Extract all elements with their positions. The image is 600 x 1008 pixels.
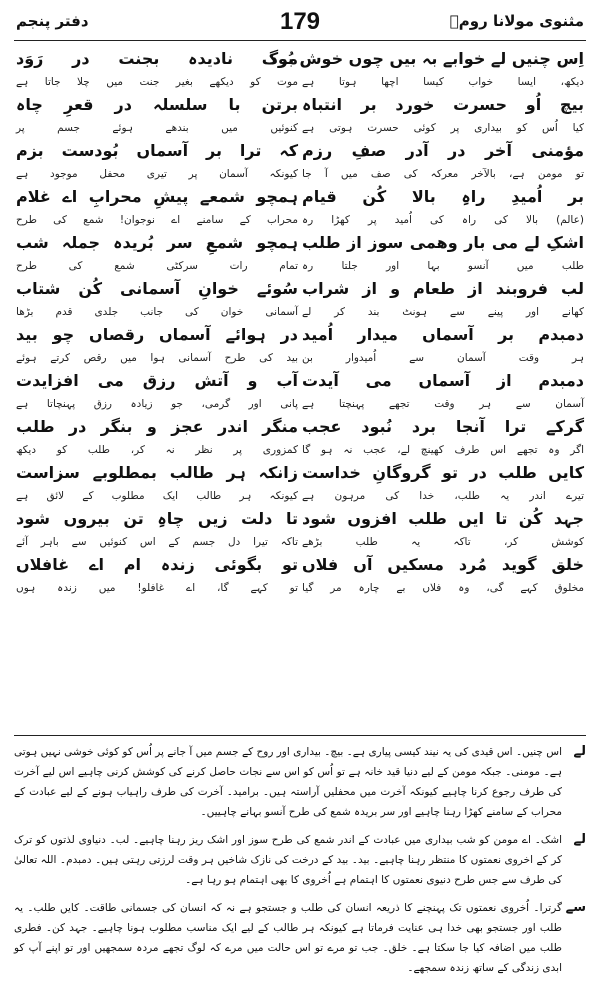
verse-translation: (عالم) بالا کی راہ کی اُمید پر کھڑا رہ xyxy=(302,213,584,226)
footnote-text: گرترا۔ اُخروی نعمتوں تک پہنچنے کا ذریعہ انسان کی طلب و جستجو ہے نہ کہ انسان کی جسمانی طاقت۔ کایں طلب۔ یہ طلب اور جستجو بھی خدا ہی عنایت فرماتا ہے کیونکہ ہر طالب کے لیے ایک مناسب مطلوب ہونا چاہیے۔ جہد کن۔ فطری طلب میں اضافہ کیا جا سکتا ہے۔ خلق۔ جب تو مرے تو اس حالت میں مرے کہ لوگ تجھے مردہ سمجھیں اور تو اپنے آپ کو ابدی زندگی کے ساتھ زندہ سمجھے۔ xyxy=(14,902,562,974)
verse-line: بیچ اُو حسرت خورد بر انتباہ xyxy=(302,95,584,114)
verse-translation: ہر وقت آسمان سے اُمیدوار بن xyxy=(302,351,584,364)
verse-translation: تیرے اندر یہ طلب، خدا کی مرہون ہے xyxy=(302,489,584,502)
verse-translation: مخلوق کہے گی، وہ فلاں بے چارہ مر گیا xyxy=(302,581,584,594)
verse-line: لب فروبند از طعام و از شراب xyxy=(302,279,584,298)
verse-translation: تمام رات سرکٹی شمع کی طرح xyxy=(16,259,298,272)
book-title: مثنوی مولانا رومؒ xyxy=(449,12,584,30)
verse-line: ہمچو شمعِ سر بُریدہ جملہ شب xyxy=(16,233,298,252)
verse-translation: پانی اور گرمی، جو زیادہ رزق پہنچاتا ہے xyxy=(16,397,298,410)
verse-line: گرکے ترا آنجا برد نُبود عجب xyxy=(302,417,584,436)
footnote-marker: لے xyxy=(573,744,586,759)
verse-line: کہ ترا بر آسماں بُودست بزم xyxy=(16,141,298,160)
verse-translation: کھانے اور پینے سے ہونٹ بند کر لے xyxy=(302,305,584,318)
verse-translation: تو مومن ہے، بالآخر معرکہ کی صف میں آ جا xyxy=(302,167,584,180)
verse-translation: بید کی طرح آسمانی ہوا میں رقص کرتے ہوئے xyxy=(16,351,298,364)
verse-line: آب و آتش رزق می افزایدت xyxy=(16,371,298,390)
footnotes xyxy=(14,742,586,978)
verse-translation: موت کو دیکھے بغیر جنت میں چلا جاتا ہے xyxy=(16,75,298,88)
verse-line: برتن با سلسلہ در قعرِ چاہ xyxy=(16,95,298,114)
verse-line: تو بگوئی زندہ ام اے غافلاں xyxy=(16,555,298,574)
verse-translation: دیکھ، ایسا خواب کیسا اچھا ہوتا ہے xyxy=(302,75,584,88)
verse-line: زانکہ ہر طالب بمطلوبے سزاست xyxy=(16,463,298,482)
verse-line: اشکِ لے می بار وھمی سوز از طلب xyxy=(302,233,584,252)
footnote-marker: سے xyxy=(565,900,586,915)
left-verse-column xyxy=(16,47,298,599)
footnote xyxy=(14,830,586,890)
verse-translation: کنوئیں میں بندھے ہوئے جسم پر xyxy=(16,121,298,134)
volume-label: دفتر پنجم xyxy=(16,12,89,30)
verse-translation: آسمانی خوان کی جانب جلدی قدم بڑھا xyxy=(16,305,298,318)
verse-line: اِس چنیں لے خوابے بہ بیں چوں خوش بُود xyxy=(269,49,584,68)
verse-line: در ہوائے آسماں رقصاں چو بید xyxy=(16,325,298,344)
verse-translation: اگر وہ تجھے اس طرف کھینچ لے، عجب نہ ہو گا xyxy=(302,443,584,456)
verse-line: منگر اندر عجز و بنگر در طلب xyxy=(16,417,298,436)
verse-translation: کیونکہ ہر طالب ایک مطلوب کے لائق ہے xyxy=(16,489,298,502)
verse-translation: کمزوری پر نظر نہ کر، طلب کو دیکھ xyxy=(16,443,298,456)
verse-translation: کیا اُس کو بیداری پر کوئی حسرت ہوتی ہے xyxy=(302,121,584,134)
verse-line: دمبدم بر آسماں میدار اُمید xyxy=(302,325,584,344)
footnote-rule xyxy=(14,735,586,736)
verse-translation: کوشش کر، تاکہ یہ طلب بڑھے xyxy=(302,535,584,548)
footnote xyxy=(14,742,586,822)
footnote xyxy=(14,898,586,978)
footnote-marker: لے xyxy=(573,832,586,847)
verse-translation: کیونکہ آسمان پر تیری محفل موجود ہے xyxy=(16,167,298,180)
page-number: 179 xyxy=(279,8,321,35)
verse-line: سُوئے خوانِ آسمانی کُن شتاب xyxy=(16,279,298,298)
verse-translation: تو کہے گا، اے غافلو! میں زندہ ہوں xyxy=(16,581,298,594)
verse-line: بر اُمیدِ راہِ بالا کُن قیام xyxy=(302,187,584,206)
verse-translation: طلب میں آنسو بہا اور جلتا رہ xyxy=(302,259,584,272)
verse-area xyxy=(14,41,586,731)
right-verse-column xyxy=(269,47,584,599)
page-header xyxy=(14,6,586,41)
verse-translation: تاکہ تیرا دل جسم کے اس کنوئیں سے باہر آئے xyxy=(16,535,298,548)
verse-translation: آسمان سے ہر وقت تجھے پہنچتا ہے xyxy=(302,397,584,410)
verse-line: دمبدم از آسماں می آیدت xyxy=(302,371,584,390)
verse-line: ہمچو شمعے پیشِ محرابِ اے غلام xyxy=(16,187,298,206)
verse-line: جہد کُن تا ایں طلب افزوں شود xyxy=(302,509,584,528)
footnote-text: اشک۔ اے مومن کو شب بیداری میں عبادت کے اندر شمع کی طرح سوز اور اشک ریز رہنا چاہیے۔ لب۔ دنیاوی لذتوں کو ترک کر کے اخروی نعمتوں کا منتظر رہنا چاہیے۔ بید۔ بید کے درخت کی نازک شاخیں ہر وقت لرزتی رہتی ہیں۔ دمبدم۔ اللہ تعالیٰ کی طرف سے جس طرح دنیوی نعمتوں کا اہتمام ہے اُخروی کا بھی اہتمام ہو رہا ہے۔ xyxy=(14,834,562,886)
verse-line: مرگ نادیدہ بجنت در رَوَد xyxy=(16,49,298,68)
footnote-text: اس چنیں۔ اس قیدی کی یہ نیند کیسی پیاری ہے۔ بیچ۔ بیداری اور روح کے جسم میں آ جانے پر اُس کو کوئی خوشی نہیں ہوتی ہے۔ مومنی۔ جبکہ مومن کے لیے دنیا قید خانہ ہے تو اُس کو اس سے نجات حاصل کرنے کی کوشش کرنی چاہیے اس لیے آخرت کی طرف رجوع کرنا چاہیے کیونکہ آخرت میں محفلیں آراستہ ہیں۔ برامید۔ آخرت کی طرف راہیاب ہونے کے لیے عبادت کے محراب کے سامنے کھڑا رہنا چاہیے اور سر بریدہ شمع کی طرح آنسو بہانے چاہییں۔ xyxy=(14,746,562,818)
verse-line: خلق گوید مُرد مسکیں آں فلاں xyxy=(302,555,584,574)
verse-translation: محراب کے سامنے اے نوجوان! شمع کی طرح xyxy=(16,213,298,226)
verse-line: مؤمنی آخر در آدر صفِ رزم xyxy=(302,141,584,160)
verse-line: تا دلت زیں چاہِ تن بیروں شود xyxy=(16,509,298,528)
verse-line: کایں طلب در تو گروگانِ خداست xyxy=(302,463,584,482)
